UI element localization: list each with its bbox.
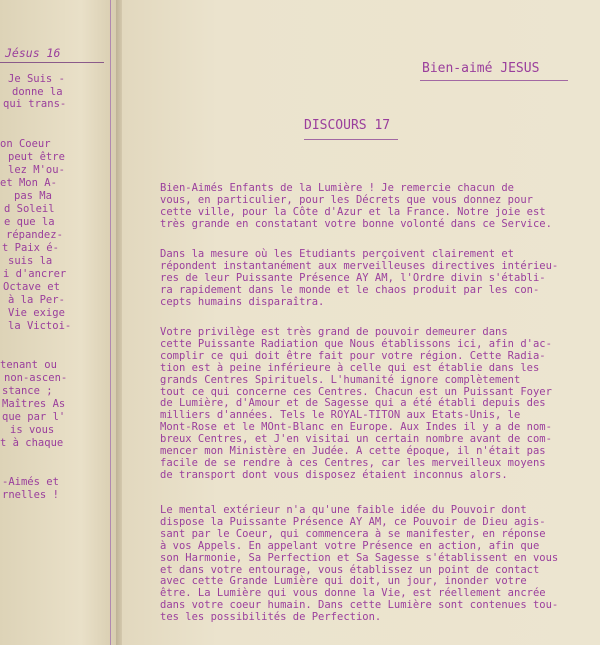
left-page-line: t à chaque xyxy=(0,437,64,449)
left-page-line: i d'ancrer xyxy=(3,268,67,280)
paragraph-line: dans votre coeur humain. Dans cette Lumière sont contenues tou- xyxy=(160,599,559,612)
paragraph-line: ra rapidement dans le monde et le chaos produit par les con- xyxy=(160,283,540,296)
paragraph-line: Votre privilège est très grand de pouvoir demeurer dans xyxy=(160,326,508,338)
paragraph-line: complir ce qui doit être fait pour votre région. Cette Radia- xyxy=(160,349,546,362)
left-page-line: d Soleil xyxy=(4,203,55,215)
paragraph-line: répondent instantanément aux merveilleuses directives intérieu- xyxy=(160,259,559,272)
paragraph-line: avec cette Grande Lumière qui doit, un jour, inonder votre xyxy=(160,575,527,588)
left-page-line: Vie exige xyxy=(8,307,65,319)
page-header-title: Bien-aimé JESUS xyxy=(422,61,540,76)
paragraph-line: très grande en constatant votre bonne volonté dans ce Service. xyxy=(160,217,552,230)
paragraph-line: mencer mon Ministère en Judée. A cette époque, il n'était pas xyxy=(160,445,546,458)
paragraph-line: à vos Appels. En appelant votre Présence en action, afin que xyxy=(160,539,540,552)
left-page-line: que par l' xyxy=(2,411,66,423)
paragraph-line: sant par le Coeur, qui commencera à se manifester, en réponse xyxy=(160,527,546,540)
left-margin-rule xyxy=(110,0,111,645)
left-page-line: la Victoi- xyxy=(8,320,72,332)
left-header-rule xyxy=(0,62,104,63)
left-page-line: répandez- xyxy=(6,229,63,241)
paragraph-line: dispose la Puissante Présence AY AM, ce Pouvoir de Dieu agis- xyxy=(160,515,546,528)
left-page-header: Jésus 16 xyxy=(5,46,61,60)
left-page-line: is vous xyxy=(10,424,55,436)
paragraph xyxy=(160,505,600,624)
left-page-line: Octave et xyxy=(3,281,60,293)
paragraph-line: tes les possibilités de Perfection. xyxy=(160,611,382,624)
paragraph-line: tout ce qui concerne ces Centres. Chacun est un Puissant Foyer xyxy=(160,385,552,398)
left-page-line: -Aimés et xyxy=(2,476,59,488)
paragraph xyxy=(160,183,600,231)
paragraph-line: tion est à peine inférieure à celle qui est établie dans les xyxy=(160,361,540,374)
left-page-line: à la Per- xyxy=(8,294,65,306)
paragraph-line: Dans la mesure où les Etudiants perçoivent clairement et xyxy=(160,248,515,260)
left-page-line: on Coeur xyxy=(0,138,51,150)
paragraph-line: cepts humains disparaîtra. xyxy=(160,295,325,308)
paragraph-line: et dans votre entourage, vous établissez un point de contact xyxy=(160,563,540,576)
paragraph-line: de transport dont vous disposez étaient inconnus alors. xyxy=(160,468,508,481)
left-page-line: suis la xyxy=(8,255,53,267)
page-header-rule xyxy=(420,80,568,81)
left-page-line: pas Ma xyxy=(14,190,52,202)
paragraph-line: cette ville, pour la Côte d'Azur et la France. Notre joie est xyxy=(160,205,546,218)
left-page-line: Maîtres As xyxy=(2,398,66,410)
left-page-line: et Mon A- xyxy=(0,177,57,189)
left-page-line: t Paix é- xyxy=(2,242,59,254)
paragraph-line: breux Centres, et J'en visitai un certain nombre avant de com- xyxy=(160,433,552,446)
discours-title-underline xyxy=(304,139,398,140)
left-page-line: lez M'ou- xyxy=(8,164,65,176)
paragraph-line: Bien-Aimés Enfants de la Lumière ! Je remercie chacun de xyxy=(160,182,515,194)
left-page-line: tenant ou xyxy=(0,359,57,371)
paragraph-line: facile de se rendre à ces Centres, car les merveilleux moyens xyxy=(160,456,546,469)
paragraph-line: Mont-Rose et le MOnt-Blanc en Europe. Aux Indes il y a de nom- xyxy=(160,421,552,434)
paragraph-line: res de leur Puissante Présence AY AM, l'Ordre divin s'établi- xyxy=(160,271,546,284)
paragraph-line: de Lumière, d'Amour et de Sagesse qui a été établi depuis des xyxy=(160,397,546,410)
left-page xyxy=(0,0,116,645)
left-page-line: rnelles ! xyxy=(2,489,59,501)
paragraph xyxy=(160,249,600,309)
left-page-line: Je Suis - xyxy=(8,73,65,85)
paragraph-line: Le mental extérieur n'a qu'une faible idée du Pouvoir dont xyxy=(160,504,527,516)
paragraph-line: vous, en particulier, pour les Décrets que vous donnez pour xyxy=(160,193,533,206)
paragraph-line: son Harmonie, Sa Perfection et Sa Sagesse s'établissent en vous xyxy=(160,551,559,564)
left-page-line: qui trans- xyxy=(3,98,67,110)
paragraph-line: être. La Lumière qui vous donne la Vie, est réellement ancrée xyxy=(160,587,546,600)
paragraph-line: milliers d'années. Tels le ROYAL-TITON aux Etats-Unis, le xyxy=(160,409,521,422)
paragraph xyxy=(160,327,600,482)
paragraph-line: cette Puissante Radiation que Nous établissons ici, afin d'ac- xyxy=(160,337,552,350)
left-page-line: peut être xyxy=(8,151,65,163)
left-page-line: stance ; xyxy=(2,385,53,397)
left-page-line: non-ascen- xyxy=(4,372,68,384)
discours-title: DISCOURS 17 xyxy=(304,118,391,133)
left-page-line: e que la xyxy=(4,216,55,228)
left-page-line: donne la xyxy=(12,86,63,98)
paragraph-line: grands Centres Spirituels. L'humanité ignore complètement xyxy=(160,373,521,386)
